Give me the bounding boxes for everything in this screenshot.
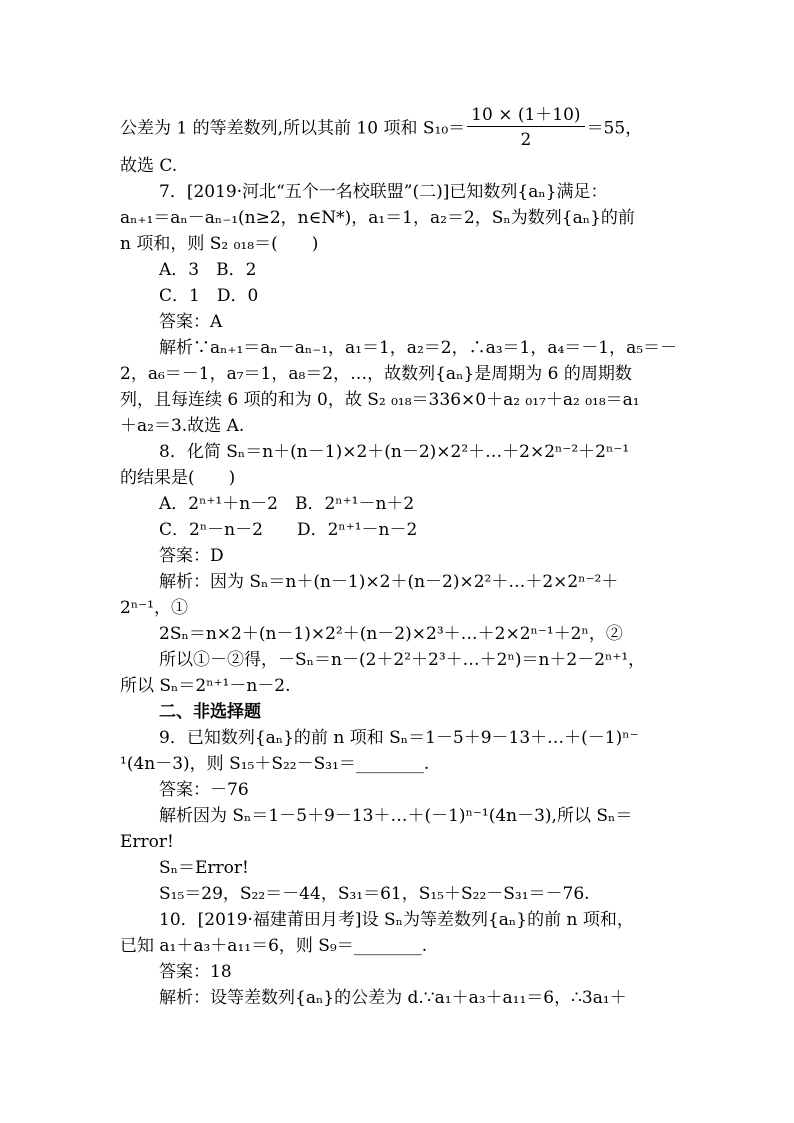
question-8-analysis-cont: 2Sₙ＝n×2＋(n－1)×2²＋(n－2)×2³＋…＋2×2ⁿ⁻¹＋2ⁿ，② [159,624,623,644]
fraction-denominator: 2 [520,130,532,150]
conclusion-line: 故选 C. [120,156,178,176]
question-8-analysis-cont: 2ⁿ⁻¹，① [120,598,188,618]
question-7-analysis-end: ＋a₂＝3.故选 A. [120,416,245,436]
question-7-options-cd: C．1 D．0 [159,286,259,306]
question-10-stem: 10．[2019·福建莆田月考]设 Sₙ为等差数列{aₙ}的前 n 项和， [159,910,634,930]
question-9-stem: 9．已知数列{aₙ}的前 n 项和 Sₙ＝1－5＋9－13＋…＋(－1)ⁿ⁻ [159,728,639,748]
question-9-analysis-end: S₁₅＝29，S₂₂＝－44，S₃₁＝61，S₁₅＋S₂₂－S₃₁＝－76. [159,884,590,904]
fraction [467,104,584,153]
sum-formula-line [120,103,680,153]
question-7-condition: aₙ₊₁＝aₙ－aₙ₋₁(n≥2，n∈N*)，a₁＝1，a₂＝2，Sₙ为数列{aₙ}的前 [120,208,635,228]
question-8-analysis: 解析：因为 Sₙ＝n＋(n－1)×2＋(n－2)×2²＋…＋2×2ⁿ⁻²＋ [159,572,619,592]
question-8-ask: 的结果是( ) [120,468,236,488]
question-10-ask: 已知 a₁＋a₃＋a₁₁＝6，则 S₉＝________. [120,936,428,956]
question-8-stem: 8．化简 Sₙ＝n＋(n－1)×2＋(n－2)×2²＋…＋2×2ⁿ⁻²＋2ⁿ⁻¹ [159,442,630,462]
question-8-options-ab: A．2ⁿ⁺¹＋n－2 B．2ⁿ⁺¹－n＋2 [159,494,415,514]
question-7-ask: n 项和，则 S₂ ₀₁₈＝( ) [120,234,319,254]
question-8-options-cd: C．2ⁿ－n－2 D．2ⁿ⁺¹－n－2 [159,520,418,540]
fraction-numerator: 10 × (1＋10) [467,104,584,127]
question-8-analysis-cont: 所以①－②得，－Sₙ＝n－(2＋2²＋2³＋…＋2ⁿ)＝n＋2－2ⁿ⁺¹， [159,650,646,670]
question-9-ask: ¹(4n－3)，则 S₁₅＋S₂₂－S₃₁＝________. [120,754,430,774]
question-9-answer: 答案：－76 [159,780,249,800]
question-7-options-ab: A．3 B．2 [159,260,257,280]
question-10-analysis: 解析：设等差数列{aₙ}的公差为 d.∵a₁＋a₃＋a₁₁＝6，∴3a₁＋ [159,988,627,1008]
question-8-analysis-end: 所以 Sₙ＝2ⁿ⁺¹－n－2. [120,676,291,696]
question-9-error-text: Error! [120,832,174,852]
question-7-stem: 7．[2019·河北“五个一名校联盟”(二)]已知数列{aₙ}满足： [159,182,608,202]
question-7-answer: 答案：A [159,312,223,332]
question-9-analysis: 解析因为 Sₙ＝1－5＋9－13＋…＋(－1)ⁿ⁻¹(4n－3),所以 Sₙ＝ [159,806,633,826]
formula-suffix: ＝55， [586,118,643,139]
question-8-answer: 答案：D [159,546,224,566]
question-9-error-text: Sₙ＝Error! [159,858,249,878]
section-heading: 二、非选择题 [159,702,261,722]
question-7-analysis: 解析∵aₙ₊₁＝aₙ－aₙ₋₁，a₁＝1，a₂＝2，∴a₃＝1，a₄＝－1，a₅＝－ [159,338,678,358]
question-7-analysis-cont: 2，a₆＝－1，a₇＝1，a₈＝2，…，故数列{aₙ}是周期为 6 的周期数 [120,364,632,384]
question-10-answer: 答案：18 [159,962,232,982]
formula-prefix: 公差为 1 的等差数列,所以其前 10 项和 S₁₀＝ [120,118,466,139]
question-7-analysis-cont: 列，且每连续 6 项的和为 0，故 S₂ ₀₁₈＝336×0＋a₂ ₀₁₇＋a₂ ₀₁₈＝a₁ [120,390,640,410]
